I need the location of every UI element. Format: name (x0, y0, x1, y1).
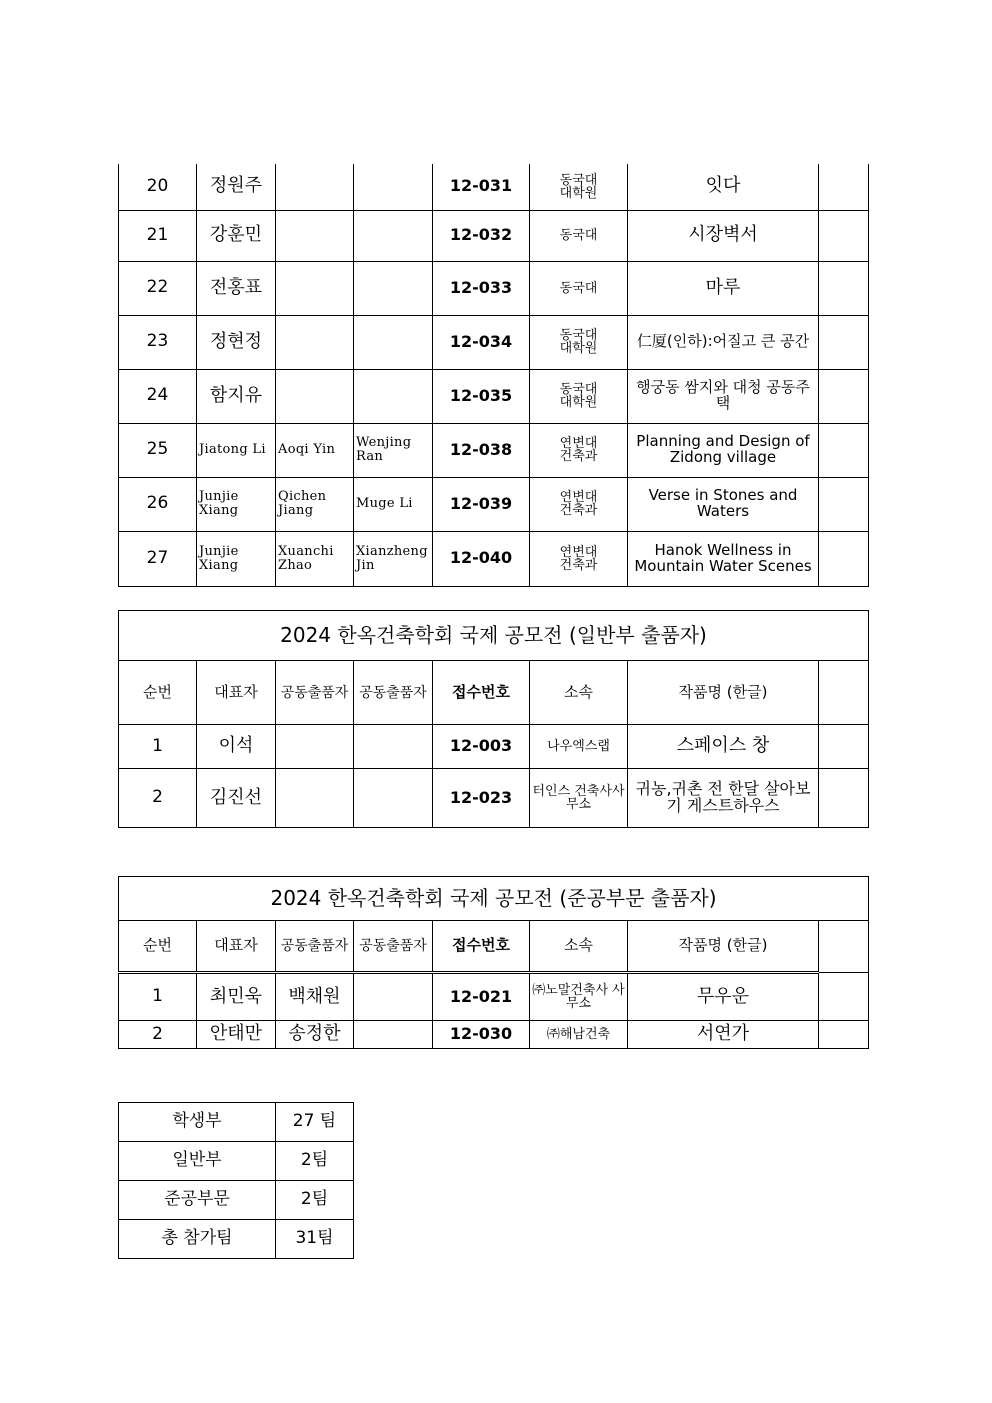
table-cell: 20 (119, 164, 197, 210)
table-cell: 12-003 (433, 725, 530, 769)
table-cell (354, 315, 433, 369)
table-row (119, 315, 869, 369)
table-cell (819, 973, 869, 1021)
summary-row (119, 1142, 354, 1181)
table-row (119, 164, 869, 210)
table-cell: 공동출품자 (276, 921, 354, 973)
table-cell: Qichen Jiang (276, 477, 354, 531)
table-row (119, 261, 869, 315)
table-cell: 2 (119, 769, 197, 828)
table-cell: 터인스 건축사사무소 (530, 769, 628, 828)
table-cell: 12-023 (433, 769, 530, 828)
table-cell: 무우운 (628, 973, 819, 1021)
table-cell (276, 210, 354, 261)
table-cell: 동국대 대학원 (530, 315, 628, 369)
table-cell: 작품명 (한글) (628, 661, 819, 725)
table-cell: 24 (119, 369, 197, 423)
table-cell (354, 261, 433, 315)
table-cell (819, 210, 869, 261)
table-cell (276, 769, 354, 828)
table-cell: Xianzheng Jin (354, 531, 433, 586)
table-cell: 12-032 (433, 210, 530, 261)
summary-row (119, 1103, 354, 1142)
table-cell: 동국대 (530, 210, 628, 261)
table-cell: 나우엑스랩 (530, 725, 628, 769)
table-cell (819, 164, 869, 210)
table-cell: 25 (119, 423, 197, 477)
table-cell (276, 261, 354, 315)
table-cell: 잇다 (628, 164, 819, 210)
table-cell: 소속 (530, 661, 628, 725)
table-cell: ㈜노말건축사 사무소 (530, 973, 628, 1021)
table-cell: 접수번호 (433, 661, 530, 725)
table-cell: 귀농,귀촌 전 한달 살아보기 게스트하우스 (628, 769, 819, 828)
table-cell: 행궁동 쌈지와 대청 공동주택 (628, 369, 819, 423)
table-cell (276, 164, 354, 210)
table-cell: 시장벽서 (628, 210, 819, 261)
table-cell: 공동출품자 (354, 921, 433, 973)
summary-row (119, 1181, 354, 1220)
table-cell: 23 (119, 315, 197, 369)
table-cell: 대표자 (197, 921, 276, 973)
table-cell (819, 1021, 869, 1049)
table-cell: 연변대 건축과 (530, 423, 628, 477)
table-cell: 스페이스 창 (628, 725, 819, 769)
table-cell: 작품명 (한글) (628, 921, 819, 973)
table-row (119, 423, 869, 477)
table-row (119, 531, 869, 586)
table-cell: 전홍표 (197, 261, 276, 315)
table-cell: Junjie Xiang (197, 477, 276, 531)
table-cell: 12-035 (433, 369, 530, 423)
general-entries-table (118, 610, 869, 828)
table-cell: Xuanchi Zhao (276, 531, 354, 586)
table-cell: 일반부 (119, 1142, 276, 1181)
table-cell: 최민욱 (197, 973, 276, 1021)
table-cell: 준공부문 (119, 1181, 276, 1220)
table-cell (819, 423, 869, 477)
table-cell (354, 725, 433, 769)
table-cell (819, 531, 869, 586)
table-cell: 31팀 (276, 1220, 354, 1259)
table-cell: 총 참가팀 (119, 1220, 276, 1259)
table-cell (819, 725, 869, 769)
table-cell: 소속 (530, 921, 628, 973)
table-cell: ㈜해남건축 (530, 1021, 628, 1049)
table-cell: 서연가 (628, 1021, 819, 1049)
table-cell: Junjie Xiang (197, 531, 276, 586)
table-cell: 1 (119, 973, 197, 1021)
table-cell (354, 164, 433, 210)
table-cell: Aoqi Yin (276, 423, 354, 477)
completed-entries-table (118, 876, 869, 1049)
table-cell: 12-038 (433, 423, 530, 477)
header-row (119, 921, 869, 973)
header-row (119, 661, 869, 725)
table-cell (819, 661, 869, 725)
section-title: 2024 한옥건축학회 국제 공모전 (준공부문 출품자) (119, 877, 869, 921)
table-cell: Jiatong Li (197, 423, 276, 477)
table-cell: 안태만 (197, 1021, 276, 1049)
table-cell: 강훈민 (197, 210, 276, 261)
table-cell: 12-034 (433, 315, 530, 369)
table-cell: 2팀 (276, 1181, 354, 1220)
table-cell: 함지유 (197, 369, 276, 423)
table-cell: 2 (119, 1021, 197, 1049)
table-cell: 12-031 (433, 164, 530, 210)
table-cell: 송정한 (276, 1021, 354, 1049)
table-cell: 27 팀 (276, 1103, 354, 1142)
summary-row (119, 1220, 354, 1259)
table-row (119, 769, 869, 828)
table-cell: 이석 (197, 725, 276, 769)
table-cell: 김진선 (197, 769, 276, 828)
table-cell: 12-030 (433, 1021, 530, 1049)
table-cell: 마루 (628, 261, 819, 315)
table-cell: 연변대 건축과 (530, 531, 628, 586)
table-cell: 동국대 (530, 261, 628, 315)
table-cell (276, 315, 354, 369)
summary-table (118, 1102, 354, 1259)
student-entries-table (118, 164, 869, 587)
table-cell (819, 261, 869, 315)
table-cell: 22 (119, 261, 197, 315)
table-cell: Planning and Design of Zidong village (628, 423, 819, 477)
table-cell (354, 1021, 433, 1049)
table-cell: 정현정 (197, 315, 276, 369)
table-cell: 백채원 (276, 973, 354, 1021)
section-title: 2024 한옥건축학회 국제 공모전 (일반부 출품자) (119, 611, 869, 661)
table-cell: 정원주 (197, 164, 276, 210)
table-cell: 12-033 (433, 261, 530, 315)
table-row (119, 369, 869, 423)
table-cell (276, 369, 354, 423)
table-cell: 접수번호 (433, 921, 530, 973)
table-cell: 12-021 (433, 973, 530, 1021)
table-cell: 동국대 대학원 (530, 164, 628, 210)
table-row (119, 477, 869, 531)
table-cell: 1 (119, 725, 197, 769)
table-cell: Muge Li (354, 477, 433, 531)
table-cell (354, 769, 433, 828)
table-cell (819, 921, 869, 973)
table-cell: 대표자 (197, 661, 276, 725)
table-cell: 27 (119, 531, 197, 586)
table-row (119, 210, 869, 261)
table-cell (819, 315, 869, 369)
table-cell: 2팀 (276, 1142, 354, 1181)
table-cell: 21 (119, 210, 197, 261)
table-cell: 공동출품자 (354, 661, 433, 725)
table-row (119, 973, 869, 1021)
table-cell: 순번 (119, 921, 197, 973)
table-cell: 학생부 (119, 1103, 276, 1142)
table-cell (819, 369, 869, 423)
table-cell (276, 725, 354, 769)
table-cell: Verse in Stones and Waters (628, 477, 819, 531)
table-row (119, 725, 869, 769)
table-cell: Hanok Wellness in Mountain Water Scenes (628, 531, 819, 586)
table-cell (819, 477, 869, 531)
table-cell: 동국대 대학원 (530, 369, 628, 423)
table-cell: 仁厦(인하):어질고 큰 공간 (628, 315, 819, 369)
table-cell: Wenjing Ran (354, 423, 433, 477)
table-cell (354, 973, 433, 1021)
table-cell (354, 369, 433, 423)
table-cell: 12-039 (433, 477, 530, 531)
table-cell: 공동출품자 (276, 661, 354, 725)
table-row (119, 1021, 869, 1049)
table-cell (819, 769, 869, 828)
table-cell: 26 (119, 477, 197, 531)
table-cell: 연변대 건축과 (530, 477, 628, 531)
table-cell (354, 210, 433, 261)
table-cell: 순번 (119, 661, 197, 725)
table-cell: 12-040 (433, 531, 530, 586)
